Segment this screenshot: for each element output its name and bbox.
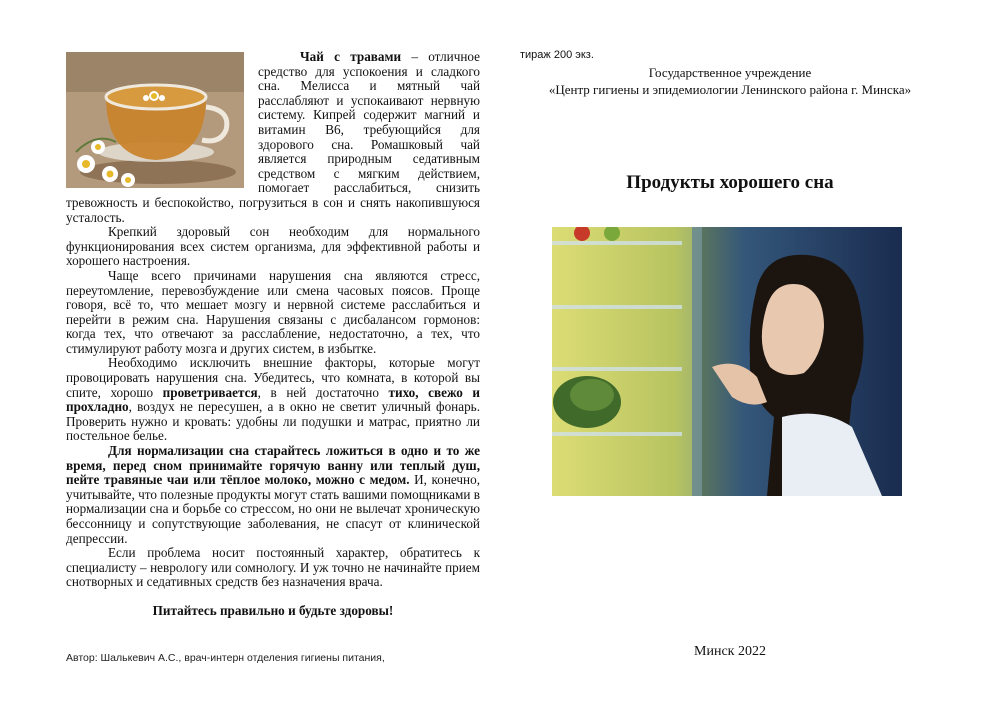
paragraph-sleep-causes: Чаще всего причинами нарушения сна являются стресс, переутомление, перевозбуждение или смена часовых поясов. Проще говоря, всё то, что мешает мозгу и нервной системе расслабиться и перейти в режим сна. Нарушения связаны с дисбалансом гормонов: когда тех, что отвечают за расслабление, недостаточно, а тех, что стимулируют работу мозга и других систем, в избытке. bbox=[66, 267, 480, 356]
page-title: Продукты хорошего сна bbox=[626, 172, 834, 193]
tea-cup-image bbox=[66, 52, 244, 188]
p4-bold-quiet: тихо, свежо и прохладно bbox=[66, 384, 480, 415]
p4-bold-ventilated: проветривается bbox=[162, 384, 258, 400]
institution-line-2: «Центр гигиены и эпидемиологии Ленинского района г. Минска» bbox=[548, 82, 912, 97]
p4-text-a: Необходимо исключить внешние факторы, которые могут провоцировать нарушения сна. Убедитесь, что комната, в которой вы спите, хорошо bbox=[66, 355, 480, 400]
print-run: тираж 200 экз. bbox=[520, 49, 594, 61]
fridge-photo bbox=[552, 227, 902, 496]
city-year: Минск 2022 bbox=[694, 644, 766, 659]
paragraph-room-factors bbox=[66, 356, 480, 444]
p5-text: И, конечно, учитывайте, что полезные продукты могут стать вашими помощниками в нормализации сна и борьбе со стрессом, но они не вылечат хроническую бессонницу и сопутствующие заболевания, не спасут от клинической депрессии. bbox=[66, 472, 480, 546]
lead-text: – отличное средство для успокоения и сладкого сна. Мелисса и мятный чай расслабляют и успокаивают нервную систему. Кипрей содержит магний и витамин В6, требующийся для здорового сна. Ромашковый чай является природным седативным средством с мягким действием, помогает расслабиться, снизить тревожность и беспокойство, погрузиться в сон и снять накопившуюся усталость. bbox=[66, 49, 481, 225]
p4-text-b: , в ней достаточно bbox=[257, 384, 389, 400]
left-page bbox=[66, 50, 480, 619]
p4-text-c: , воздух не пересушен, а в окно не светит уличный фонарь. Проверить нужно и кровать: удобны ли подушки и матрас, приятно ли постельное белье. bbox=[66, 399, 480, 444]
p5-bold-routine: Для нормализации сна старайтесь ложиться в одно и то же время, перед сном принимайте горячую ванну или теплый душ, пейте травяные чаи или тёплое молоко, можно с медом. bbox=[66, 443, 480, 488]
institution bbox=[515, 64, 945, 98]
lead-title: Чай с травами bbox=[300, 49, 402, 64]
institution-line-1: Государственное учреждение bbox=[648, 65, 812, 80]
paragraph-sleep-importance: Крепкий здоровый сон необходим для нормального функционирования всех систем организма, для эффективной работы и хорошего настроения. bbox=[66, 224, 480, 269]
motto: Питайтесь правильно и будьте здоровы! bbox=[152, 602, 394, 618]
author-line: Автор: Шалькевич А.С., врач-интерн отделения гигиены питания, bbox=[66, 652, 385, 664]
paragraph-sleep-routine bbox=[66, 444, 480, 546]
paragraph-specialist: Если проблема носит постоянный характер, обратитесь к специалисту – неврологу или сомнологу. И уж точно не начинайте прием снотворных и седативных средств без назначения врача. bbox=[66, 545, 480, 590]
